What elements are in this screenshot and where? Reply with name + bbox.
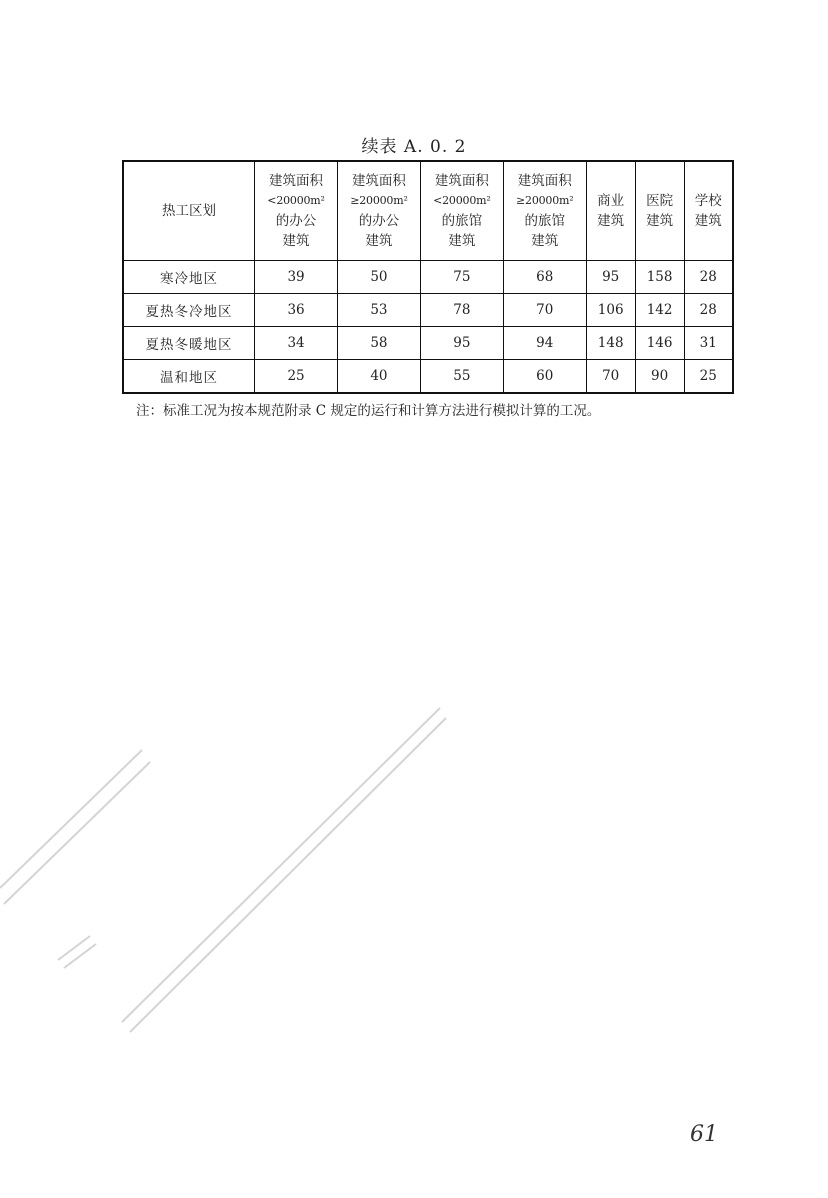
table-cell: 60 <box>503 360 586 394</box>
table-caption: 续表 A. 0. 2 <box>361 137 467 157</box>
header-line: 建筑面积 <box>351 173 406 189</box>
table-cell-region: 温和地区 <box>123 360 255 394</box>
header-line: 建筑面积 <box>269 173 324 189</box>
scan-line <box>64 944 96 968</box>
table-cell: 25 <box>255 360 338 394</box>
header-line: ≥20000m² <box>350 194 408 207</box>
table-cell: 70 <box>503 294 586 327</box>
table-cell: 25 <box>684 360 733 394</box>
table-cell: 90 <box>635 360 684 394</box>
table-cell: 70 <box>586 360 635 394</box>
table-cell: 28 <box>684 261 733 294</box>
table-cell-region: 夏热冬暖地区 <box>123 327 255 360</box>
header-line: 建筑 <box>531 233 559 249</box>
table-cell: 34 <box>255 327 338 360</box>
header-line: 医院 <box>646 193 674 209</box>
header-line: 的旅馆 <box>524 213 565 229</box>
scan-line <box>122 708 440 1022</box>
table-cell: 31 <box>684 327 733 360</box>
table-cell: 158 <box>635 261 684 294</box>
header-line: 的办公 <box>358 213 400 229</box>
table-cell: 75 <box>420 261 503 294</box>
scan-line <box>4 762 150 904</box>
table-cell: 106 <box>586 294 635 327</box>
table-cell: 58 <box>337 327 420 360</box>
table-cell: 94 <box>503 327 586 360</box>
table-cell: 68 <box>503 261 586 294</box>
table-cell: 36 <box>255 294 338 327</box>
table-cell: 146 <box>635 327 684 360</box>
scan-line <box>130 718 446 1032</box>
header-line: <20000m² <box>433 194 491 207</box>
table-cell: 148 <box>586 327 635 360</box>
table-cell: 28 <box>684 294 733 327</box>
header-line: 建筑面积 <box>517 173 572 189</box>
table-cell: 39 <box>255 261 338 294</box>
header-line: <20000m² <box>267 194 325 207</box>
scan-line <box>0 750 142 888</box>
header-line: ≥20000m² <box>516 194 574 207</box>
table-cell-region: 夏热冬冷地区 <box>123 294 255 327</box>
header-line: 建筑 <box>448 233 476 249</box>
header-line: 建筑 <box>646 213 674 229</box>
table-cell: 142 <box>635 294 684 327</box>
header-region: 热工区划 <box>123 161 255 261</box>
header-line: 建筑面积 <box>434 173 489 189</box>
table-cell: 53 <box>337 294 420 327</box>
header-line: 商业 <box>597 193 625 209</box>
table-cell: 40 <box>337 360 420 394</box>
table-note: 注：标准工况为按本规范附录 C 规定的运行和计算方法进行模拟计算的工况。 <box>136 403 601 419</box>
table-cell: 95 <box>586 261 635 294</box>
header-line: 建筑 <box>365 233 393 249</box>
scan-line <box>58 936 90 960</box>
table-cell: 55 <box>420 360 503 394</box>
header-line: 建筑 <box>282 233 310 249</box>
header-line: 的旅馆 <box>441 213 483 229</box>
table-cell-region: 寒冷地区 <box>123 261 255 294</box>
table-cell: 78 <box>420 294 503 327</box>
table-cell: 95 <box>420 327 503 360</box>
header-line: 建筑 <box>597 213 625 229</box>
table-cell: 50 <box>337 261 420 294</box>
header-line: 学校 <box>694 193 722 209</box>
header-line: 的办公 <box>275 213 317 229</box>
header-line: 建筑 <box>694 213 722 229</box>
page-number: 61 <box>690 1122 718 1147</box>
